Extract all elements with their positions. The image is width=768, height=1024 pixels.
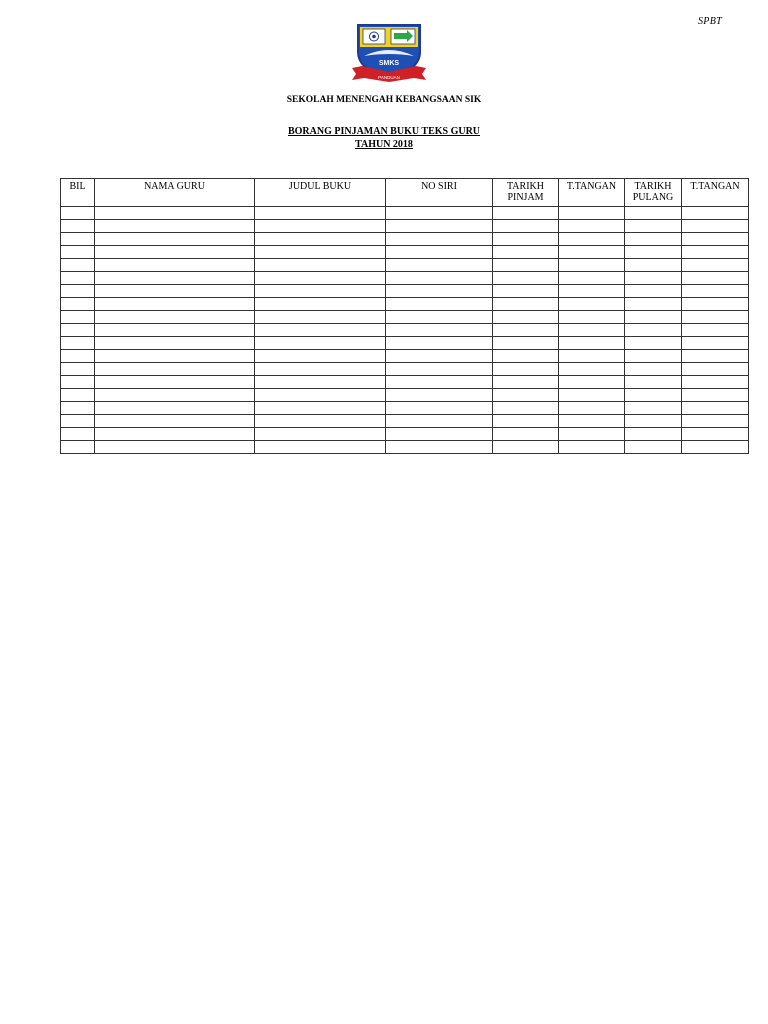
table-cell (625, 428, 682, 441)
table-row (61, 441, 749, 454)
table-row (61, 298, 749, 311)
table-cell (682, 402, 749, 415)
table-cell (682, 389, 749, 402)
table-cell (61, 415, 95, 428)
table-cell (682, 207, 749, 220)
table-cell (625, 376, 682, 389)
table-cell (61, 376, 95, 389)
table-cell (95, 220, 255, 233)
table-cell (255, 324, 386, 337)
table-cell (386, 376, 493, 389)
column-header-bil: BIL (61, 179, 95, 207)
table-cell (682, 285, 749, 298)
table-row (61, 363, 749, 376)
table-cell (682, 441, 749, 454)
table-row (61, 376, 749, 389)
table-cell (559, 402, 625, 415)
table-cell (255, 220, 386, 233)
form-title-year: TAHUN 2018 (355, 139, 413, 150)
table-cell (625, 207, 682, 220)
crest-ribbon-text: PANDUAN (378, 75, 400, 80)
crest-emblem-text: SMKS (378, 60, 400, 67)
table-cell (61, 402, 95, 415)
table-cell (95, 402, 255, 415)
table-cell (493, 389, 559, 402)
table-cell (493, 272, 559, 285)
table-cell (61, 337, 95, 350)
table-cell (493, 259, 559, 272)
table-cell (625, 389, 682, 402)
table-cell (61, 220, 95, 233)
table-cell (493, 337, 559, 350)
table-cell (682, 428, 749, 441)
table-cell (559, 298, 625, 311)
table-row (61, 285, 749, 298)
table-cell (493, 350, 559, 363)
table-cell (625, 259, 682, 272)
table-cell (61, 272, 95, 285)
table-cell (95, 298, 255, 311)
table-cell (61, 233, 95, 246)
table-cell (559, 272, 625, 285)
table-cell (559, 428, 625, 441)
table-cell (386, 285, 493, 298)
table-row (61, 415, 749, 428)
table-cell (625, 233, 682, 246)
table-header-row (61, 179, 749, 207)
table-cell (61, 324, 95, 337)
table-cell (61, 441, 95, 454)
table-cell (61, 363, 95, 376)
table-cell (95, 415, 255, 428)
table-row (61, 428, 749, 441)
table-cell (95, 324, 255, 337)
table-cell (95, 389, 255, 402)
table-cell (61, 259, 95, 272)
table-cell (559, 350, 625, 363)
table-cell (386, 311, 493, 324)
column-header-no-siri: NO SIRI (386, 179, 493, 207)
table-cell (255, 389, 386, 402)
table-cell (682, 415, 749, 428)
table-cell (493, 285, 559, 298)
table-cell (386, 259, 493, 272)
table-cell (493, 402, 559, 415)
table-row (61, 389, 749, 402)
table-cell (255, 207, 386, 220)
table-cell (682, 233, 749, 246)
table-cell (386, 415, 493, 428)
table-cell (386, 272, 493, 285)
table-cell (493, 363, 559, 376)
textbook-loan-table (60, 178, 749, 454)
table-cell (255, 337, 386, 350)
table-cell (386, 363, 493, 376)
table-cell (559, 441, 625, 454)
table-cell (559, 259, 625, 272)
table-cell (255, 298, 386, 311)
table-cell (682, 363, 749, 376)
table-cell (255, 285, 386, 298)
table-cell (559, 389, 625, 402)
table-cell (493, 376, 559, 389)
table-cell (95, 363, 255, 376)
table-cell (559, 363, 625, 376)
table-cell (682, 272, 749, 285)
table-cell (255, 311, 386, 324)
table-cell (255, 376, 386, 389)
school-name: SEKOLAH MENENGAH KEBANGSAAN SIK (286, 95, 482, 105)
table-cell (493, 441, 559, 454)
table-cell (386, 441, 493, 454)
table-cell (61, 350, 95, 363)
table-cell (255, 441, 386, 454)
table-cell (61, 389, 95, 402)
table-cell (625, 402, 682, 415)
table-cell (625, 337, 682, 350)
table-cell (559, 207, 625, 220)
table-cell (61, 285, 95, 298)
table-cell (559, 233, 625, 246)
table-cell (625, 220, 682, 233)
table-cell (386, 389, 493, 402)
table-cell (559, 337, 625, 350)
form-code-label: SPBT (698, 16, 722, 27)
table-cell (386, 298, 493, 311)
table-cell (386, 402, 493, 415)
table-cell (559, 324, 625, 337)
table-cell (255, 402, 386, 415)
table-row (61, 311, 749, 324)
table-cell (386, 207, 493, 220)
table-cell (559, 415, 625, 428)
table-cell (625, 285, 682, 298)
table-cell (493, 428, 559, 441)
table-cell (95, 376, 255, 389)
table-row (61, 207, 749, 220)
table-cell (95, 272, 255, 285)
table-cell (559, 285, 625, 298)
table-cell (61, 311, 95, 324)
table-cell (95, 337, 255, 350)
table-row (61, 350, 749, 363)
column-header-tarikh-pinjam: TARIKH PINJAM (493, 179, 559, 207)
table-cell (559, 246, 625, 259)
table-cell (559, 311, 625, 324)
table-cell (255, 350, 386, 363)
table-cell (682, 376, 749, 389)
table-cell (386, 324, 493, 337)
table-cell (559, 220, 625, 233)
table-cell (386, 233, 493, 246)
table-cell (61, 246, 95, 259)
table-cell (255, 428, 386, 441)
table-cell (682, 246, 749, 259)
table-cell (625, 272, 682, 285)
table-cell (255, 233, 386, 246)
table-row (61, 324, 749, 337)
form-title (0, 125, 768, 151)
table-cell (61, 298, 95, 311)
table-cell (386, 428, 493, 441)
table-row (61, 337, 749, 350)
table-cell (625, 298, 682, 311)
table-row (61, 233, 749, 246)
table-cell (625, 246, 682, 259)
table-cell (625, 311, 682, 324)
table-cell (95, 311, 255, 324)
table-cell (95, 207, 255, 220)
table-cell (493, 415, 559, 428)
table-cell (95, 246, 255, 259)
table-cell (255, 259, 386, 272)
table-cell (493, 298, 559, 311)
table-cell (682, 311, 749, 324)
table-cell (386, 246, 493, 259)
table-cell (61, 428, 95, 441)
form-title-main: BORANG PINJAMAN BUKU TEKS GURU (287, 126, 481, 137)
table-cell (493, 246, 559, 259)
table-cell (625, 415, 682, 428)
table-cell (255, 246, 386, 259)
table-cell (682, 259, 749, 272)
table-cell (95, 233, 255, 246)
table-cell (255, 272, 386, 285)
table-cell (386, 220, 493, 233)
table-cell (625, 363, 682, 376)
table-row (61, 220, 749, 233)
table-cell (625, 350, 682, 363)
table-row (61, 259, 749, 272)
column-header-ttangan-pulang: T.TANGAN (682, 179, 749, 207)
table-cell (682, 350, 749, 363)
table-cell (493, 220, 559, 233)
column-header-ttangan-pinjam: T.TANGAN (559, 179, 625, 207)
table-cell (493, 311, 559, 324)
table-cell (95, 350, 255, 363)
table-cell (255, 363, 386, 376)
table-cell (95, 428, 255, 441)
table-cell (625, 324, 682, 337)
table-cell (95, 285, 255, 298)
table-cell (386, 350, 493, 363)
table-cell (95, 441, 255, 454)
table-cell (682, 324, 749, 337)
table-cell (493, 207, 559, 220)
column-header-judul-buku: JUDUL BUKU (255, 179, 386, 207)
column-header-nama-guru: NAMA GURU (95, 179, 255, 207)
table-cell (493, 324, 559, 337)
table-cell (386, 337, 493, 350)
table-cell (255, 415, 386, 428)
table-cell (95, 259, 255, 272)
table-cell (625, 441, 682, 454)
table-cell (682, 298, 749, 311)
table-cell (61, 207, 95, 220)
table-cell (682, 337, 749, 350)
table-row (61, 272, 749, 285)
table-cell (493, 233, 559, 246)
column-header-tarikh-pulang: TARIKH PULANG (625, 179, 682, 207)
table-row (61, 246, 749, 259)
table-row (61, 402, 749, 415)
table-cell (682, 220, 749, 233)
table-cell (559, 376, 625, 389)
school-crest-logo (352, 22, 426, 84)
